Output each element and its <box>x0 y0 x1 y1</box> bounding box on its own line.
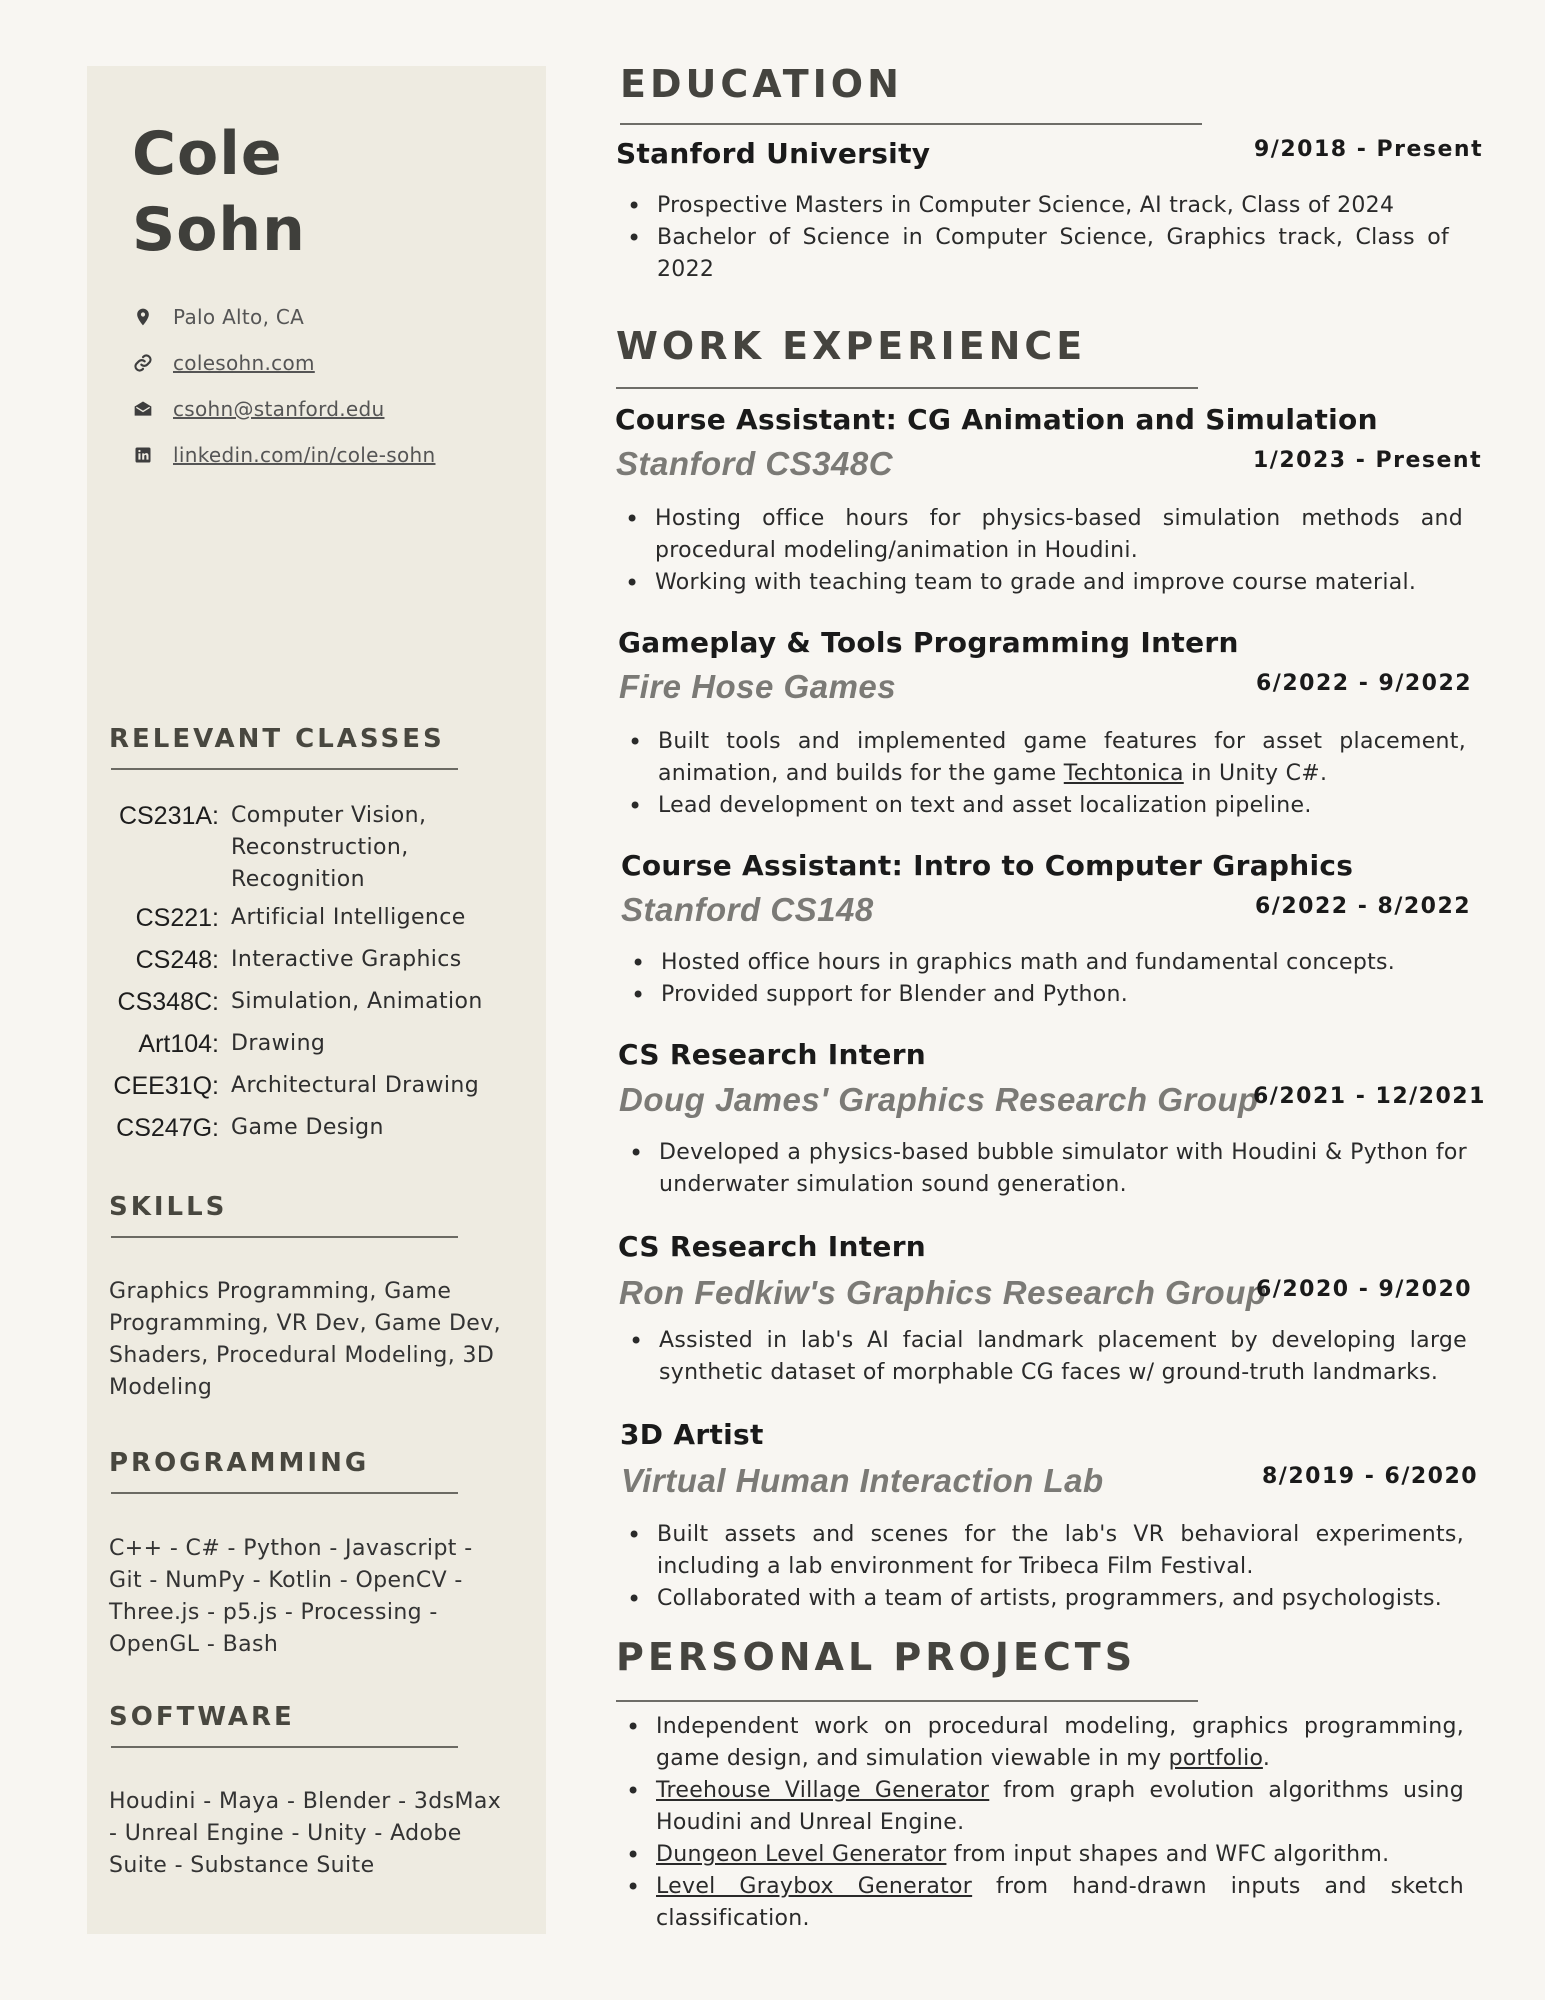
school-name: Stanford University <box>616 137 931 170</box>
job-title: 3D Artist <box>620 1418 764 1451</box>
techtonica-link[interactable]: Techtonica <box>1063 761 1184 786</box>
class-description: Simulation, Animation <box>231 989 483 1014</box>
class-description: Artificial Intelligence <box>231 905 466 930</box>
class-item <box>109 986 491 1018</box>
location-text: Palo Alto, CA <box>173 305 305 329</box>
software-heading: SOFTWARE <box>109 1702 295 1732</box>
location-pin-icon <box>132 306 154 328</box>
job-date: 6/2022 - 9/2022 <box>1256 671 1473 696</box>
list-item <box>618 726 1466 790</box>
list-item: • Collaborated with a team of artists, programmers, and psychologists. <box>617 1583 1464 1615</box>
software-text: Houdini - Maya - Blender - 3dsMax - Unreal Engine - Unity - Adobe Suite - Substance Suite <box>109 1789 502 1878</box>
list-item: • Developed a physics-based bubble simulator with Houdini & Python for underwater simulation sound generation. <box>619 1137 1467 1201</box>
bullet-text: Independent work on procedural modeling, graphics programming, game design, and simulation viewable in my <box>656 1714 1464 1771</box>
class-item <box>109 1070 491 1102</box>
section-divider <box>111 1492 458 1494</box>
job-date: 6/2021 - 12/2021 <box>1253 1084 1486 1109</box>
section-divider <box>111 1236 458 1238</box>
projects-bullets <box>616 1711 1464 1935</box>
contact-location <box>132 294 436 340</box>
list-item: • Hosting office hours for physics-based simulation methods and procedural modeling/animation in Houdini. <box>615 503 1463 567</box>
list-item <box>616 1711 1464 1775</box>
list-item <box>616 1775 1464 1839</box>
job-organization: Doug James' Graphics Research Group <box>619 1081 1259 1118</box>
job-date: 6/2020 - 9/2020 <box>1256 1277 1473 1302</box>
linkedin-link[interactable]: linkedin.com/in/cole-sohn <box>173 443 436 467</box>
envelope-icon <box>132 398 154 420</box>
job-date: 6/2022 - 8/2022 <box>1255 894 1472 919</box>
job-organization: Stanford CS148 <box>621 891 874 928</box>
list-item: • Working with teaching team to grade and improve course material. <box>615 567 1463 599</box>
dungeon-generator-link[interactable]: Dungeon Level Generator <box>656 1842 947 1867</box>
list-item: • Lead development on text and asset localization pipeline. <box>618 790 1466 822</box>
job-date: 8/2019 - 6/2020 <box>1262 1464 1479 1489</box>
list-item: • Hosted office hours in graphics math and fundamental concepts. <box>621 947 1466 979</box>
education-date: 9/2018 - Present <box>1254 137 1484 162</box>
skills-heading: SKILLS <box>109 1192 228 1222</box>
linkedin-icon <box>132 444 154 466</box>
job-date: 1/2023 - Present <box>1253 448 1483 473</box>
skills-text: Graphics Programming, Game Programming, VR Dev, Game Dev, Shaders, Procedural Modeling, 3D Modeling <box>109 1279 502 1400</box>
list-item: • Bachelor of Science in Computer Science, Graphics track, Class of 2022 <box>617 222 1449 286</box>
contact-email[interactable] <box>132 386 436 432</box>
programming-text: C++ - C# - Python - Javascript - Git - NumPy - Kotlin - OpenCV - Three.js - p5.js - Processing - OpenGL - Bash <box>109 1536 473 1657</box>
class-code: CS247G: <box>116 1114 219 1142</box>
job-title: Gameplay & Tools Programming Intern <box>618 626 1239 659</box>
job-bullets <box>619 1325 1467 1389</box>
graybox-generator-link[interactable]: Level Graybox Generator <box>656 1874 973 1899</box>
last-name: Sohn <box>132 195 306 265</box>
job-bullets <box>617 1519 1464 1615</box>
list-item <box>616 1871 1464 1935</box>
list-item: • Provided support for Blender and Python. <box>621 979 1466 1011</box>
class-item <box>109 800 491 896</box>
bullet-text: in Unity C#. <box>1183 761 1328 786</box>
job-bullets <box>621 947 1466 1011</box>
treehouse-generator-link[interactable]: Treehouse Village Generator <box>656 1778 990 1803</box>
bullet-text: from input shapes and WFC algorithm. <box>946 1842 1390 1867</box>
job-organization: Stanford CS348C <box>616 445 894 482</box>
class-code: CS348C: <box>117 988 219 1016</box>
class-item <box>109 1028 491 1060</box>
class-code: CS231A: <box>118 802 219 830</box>
class-item <box>109 902 491 934</box>
class-code: CS248: <box>135 946 219 974</box>
bullet-text: from graph evolution algorithms using Houdini and Unreal Engine. <box>656 1778 1464 1835</box>
bullet-text: . <box>1262 1746 1271 1771</box>
job-title: CS Research Intern <box>618 1230 927 1263</box>
contact-website[interactable] <box>132 340 436 386</box>
class-description: Game Design <box>231 1115 384 1140</box>
job-title: Course Assistant: CG Animation and Simulation <box>615 403 1378 436</box>
job-title: CS Research Intern <box>618 1038 927 1071</box>
section-divider <box>111 1746 458 1748</box>
class-description: Drawing <box>231 1031 326 1056</box>
section-divider <box>616 1700 1198 1702</box>
section-divider <box>616 387 1198 389</box>
job-bullets <box>618 726 1466 822</box>
class-item <box>109 944 491 976</box>
job-organization: Fire Hose Games <box>619 668 897 705</box>
list-item: • Built assets and scenes for the lab's VR behavioral experiments, including a lab environment for Tribeca Film Festival. <box>617 1519 1464 1583</box>
sidebar <box>87 66 546 1934</box>
name-heading <box>132 116 306 268</box>
section-divider <box>111 768 458 770</box>
bullet-text: from hand-drawn inputs and sketch classification. <box>656 1874 1464 1931</box>
job-organization: Ron Fedkiw's Graphics Research Group <box>619 1274 1267 1311</box>
relevant-classes-heading: RELEVANT CLASSES <box>109 724 445 754</box>
job-bullets <box>615 503 1463 599</box>
first-name: Cole <box>132 119 283 189</box>
education-heading: EDUCATION <box>620 62 903 106</box>
contact-linkedin[interactable] <box>132 432 436 478</box>
class-description: Architectural Drawing <box>231 1073 480 1098</box>
personal-projects-heading: PERSONAL PROJECTS <box>616 1635 1137 1679</box>
class-code: CS221: <box>135 904 219 932</box>
email-link[interactable]: csohn@stanford.edu <box>173 397 385 421</box>
work-experience-heading: WORK EXPERIENCE <box>616 324 1087 368</box>
website-link[interactable]: colesohn.com <box>173 351 315 375</box>
bullet-text: Built tools and implemented game features for asset placement, animation, and builds for the game <box>658 729 1466 786</box>
job-bullets <box>619 1137 1467 1201</box>
section-divider <box>620 123 1202 125</box>
job-title: Course Assistant: Intro to Computer Graphics <box>621 849 1354 882</box>
programming-heading: PROGRAMMING <box>109 1448 370 1478</box>
contact-list <box>132 294 436 478</box>
class-item <box>109 1112 491 1144</box>
education-bullets <box>617 190 1449 286</box>
class-description: Interactive Graphics <box>231 947 462 972</box>
classes-list <box>109 800 491 1154</box>
link-icon <box>132 352 154 374</box>
class-description: Computer Vision, Reconstruction, Recognition <box>231 803 427 892</box>
list-item: • Prospective Masters in Computer Science, AI track, Class of 2024 <box>617 190 1449 222</box>
list-item <box>616 1839 1464 1871</box>
portfolio-link[interactable]: portfolio <box>1168 1746 1263 1771</box>
job-organization: Virtual Human Interaction Lab <box>621 1462 1104 1499</box>
class-code: Art104: <box>138 1030 219 1058</box>
class-code: CEE31Q: <box>113 1072 219 1100</box>
list-item: • Assisted in lab's AI facial landmark placement by developing large synthetic dataset of morphable CG faces w/ ground-truth landmarks. <box>619 1325 1467 1389</box>
